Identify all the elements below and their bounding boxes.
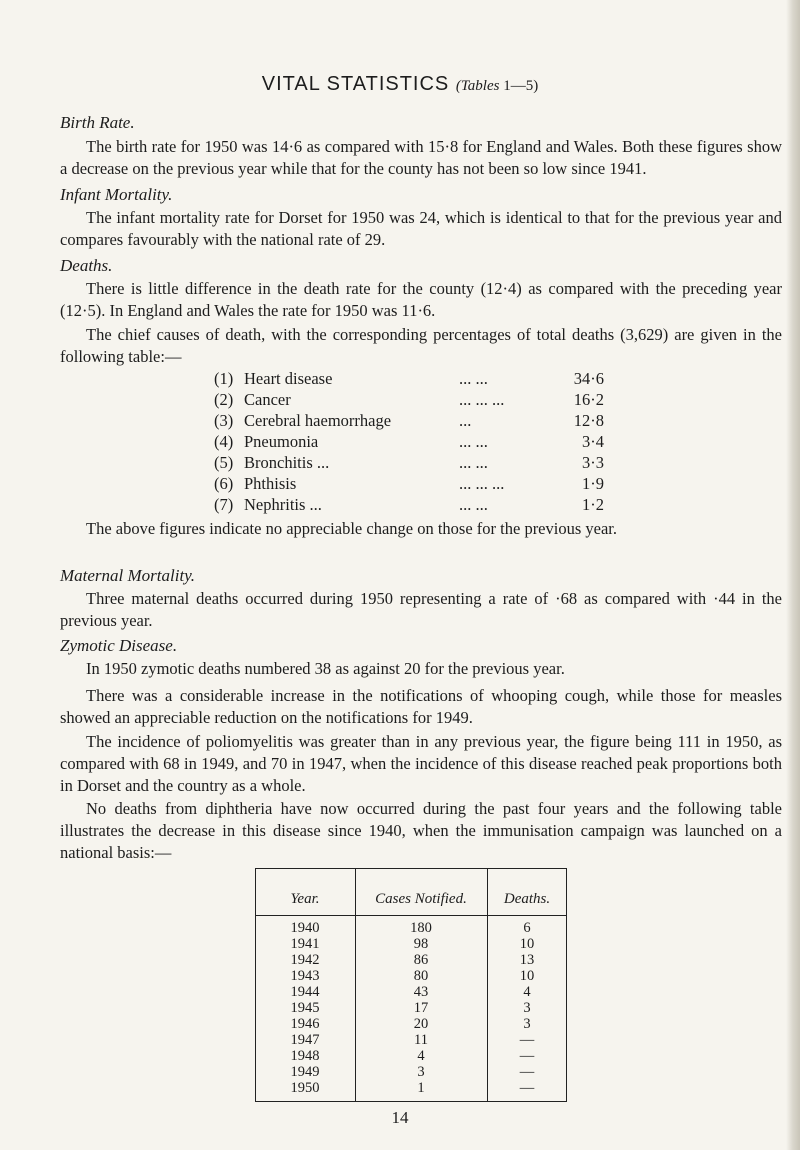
cause-number: (5) <box>214 453 234 472</box>
cause-name: Pneumonia <box>244 432 319 451</box>
cause-row <box>214 473 604 494</box>
cause-leader-dots: ... ... <box>459 432 488 451</box>
cause-row <box>214 368 604 389</box>
cell-year: 1940 <box>290 920 320 936</box>
cell-deaths: 6 <box>523 920 531 936</box>
cause-number: (1) <box>214 369 234 388</box>
cause-row <box>214 410 604 431</box>
cause-row <box>214 452 604 473</box>
cell-year: 1945 <box>290 1000 320 1016</box>
cause-number: (3) <box>214 411 234 430</box>
cell-year: 1948 <box>290 1048 320 1064</box>
cell-deaths: — <box>519 1048 535 1064</box>
cause-percentage: 34·6 <box>573 369 604 388</box>
cell-year: 1947 <box>290 1032 320 1048</box>
cell-year: 1942 <box>290 952 320 968</box>
cause-percentage: 3·3 <box>582 453 604 472</box>
page-number: 14 <box>391 1108 409 1127</box>
table-header-rule <box>255 915 567 916</box>
cause-leader-dots: ... ... <box>459 453 488 472</box>
deaths-paragraph-3: The above figures indicate no appreciable change on those for the previous year. <box>86 519 617 538</box>
cell-deaths: 10 <box>519 936 535 952</box>
page-title-main: VITAL STATISTICS <box>261 73 450 95</box>
birth-rate-heading: Birth Rate. <box>60 113 135 132</box>
cause-leader-dots: ... ... ... <box>459 474 505 493</box>
cell-deaths: 4 <box>523 984 531 1000</box>
cause-percentage: 12·8 <box>573 411 604 430</box>
cause-number: (2) <box>214 390 234 409</box>
cell-deaths: — <box>519 1064 535 1080</box>
cell-cases: 3 <box>417 1064 425 1080</box>
table-top-rule <box>255 868 567 869</box>
page-title-tables-range: 1—5) <box>499 78 539 94</box>
deaths-heading: Deaths. <box>60 256 113 275</box>
zymotic-paragraph-1: In 1950 zymotic deaths numbered 38 as against 20 for the previous year. <box>86 659 565 678</box>
deaths-paragraph-1: There is little difference in the death rate for the county (12·4) as compared with the preceding year (12·5). In England and Wales the rate for 1950 was 11·6. <box>60 279 782 320</box>
maternal-mortality-paragraph: Three maternal deaths occurred during 1950 representing a rate of ·68 as compared with ·44 in the previous year. <box>60 589 782 630</box>
header-deaths: Deaths. <box>503 891 551 907</box>
cause-percentage: 1·2 <box>582 495 604 514</box>
causes-of-death-list <box>214 368 604 515</box>
cause-row <box>214 494 604 515</box>
cause-percentage: 16·2 <box>573 390 604 409</box>
cell-cases: 4 <box>417 1048 425 1064</box>
table-bottom-rule <box>255 1101 567 1102</box>
cause-percentage: 1·9 <box>582 474 604 493</box>
cell-year: 1949 <box>290 1064 320 1080</box>
zymotic-paragraph-3: The incidence of poliomyelitis was greater than in any previous year, the figure being 111 in 1950, as compared with 68 in 1949, and 70 in 1947, when the incidence of this disease reached peak proportions both in Dorset and the country as a whole. <box>60 732 782 795</box>
cause-number: (4) <box>214 432 234 451</box>
deaths-paragraph-2: The chief causes of death, with the corresponding percentages of total deaths (3,629) are given in the following table:— <box>60 325 782 366</box>
cause-leader-dots: ... <box>459 411 472 430</box>
cell-cases: 17 <box>413 1000 429 1016</box>
cell-year: 1943 <box>290 968 320 984</box>
cell-cases: 20 <box>413 1016 429 1032</box>
cell-deaths: — <box>519 1080 535 1096</box>
infant-mortality-paragraph: The infant mortality rate for Dorset for 1950 was 24, which is identical to that for the previous year and compares favourably with the national rate of 29. <box>60 208 782 249</box>
zymotic-paragraph-2: There was a considerable increase in the notifications of whooping cough, while those for measles showed an appreciable reduction on the notifications for 1949. <box>60 686 782 727</box>
cell-year: 1944 <box>290 984 320 1000</box>
cause-leader-dots: ... ... <box>459 369 488 388</box>
cell-year: 1941 <box>290 936 320 952</box>
cell-cases: 98 <box>413 936 429 952</box>
cause-name: Nephritis ... <box>244 495 322 514</box>
page-title <box>0 73 800 96</box>
cell-cases: 11 <box>414 1032 428 1048</box>
cause-row <box>214 431 604 452</box>
cell-deaths: 10 <box>519 968 535 984</box>
cause-name: Cerebral haemorrhage <box>244 411 392 430</box>
page-edge-shadow <box>786 0 800 1150</box>
cause-leader-dots: ... ... <box>459 495 488 514</box>
cause-number: (6) <box>214 474 234 493</box>
birth-rate-paragraph: The birth rate for 1950 was 14·6 as compared with 15·8 for England and Wales. Both these figures show a decrease on the previous year while that for the county has not been so low since 1941. <box>60 137 782 178</box>
header-year: Year. <box>290 891 320 907</box>
cell-year: 1950 <box>290 1080 320 1096</box>
cause-name: Bronchitis ... <box>244 453 330 472</box>
cause-number: (7) <box>214 495 234 514</box>
cause-name: Heart disease <box>244 369 333 388</box>
cell-cases: 86 <box>413 952 429 968</box>
cause-leader-dots: ... ... ... <box>459 390 505 409</box>
cell-deaths: 3 <box>523 1016 531 1032</box>
cell-cases: 180 <box>410 920 432 936</box>
zymotic-disease-heading: Zymotic Disease. <box>60 636 178 655</box>
infant-mortality-heading: Infant Mortality. <box>60 185 173 204</box>
cell-cases: 43 <box>413 984 429 1000</box>
header-cases-notified: Cases Notified. <box>375 891 467 907</box>
table-row <box>255 1080 567 1098</box>
cell-cases: 80 <box>413 968 429 984</box>
cell-deaths: — <box>519 1032 535 1048</box>
zymotic-paragraph-4: No deaths from diphtheria have now occurred during the past four years and the following table illustrates the decrease in this disease since 1940, when the immunisation campaign was launched on a national basis:— <box>60 799 782 862</box>
cause-name: Cancer <box>244 390 291 409</box>
cause-row <box>214 389 604 410</box>
cause-percentage: 3·4 <box>582 432 604 451</box>
diphtheria-table <box>255 868 567 1102</box>
cell-deaths: 13 <box>519 952 535 968</box>
page-title-tables-label: (Tables <box>455 78 500 94</box>
cell-cases: 1 <box>417 1080 425 1096</box>
cell-year: 1946 <box>290 1016 320 1032</box>
cause-name: Phthisis <box>244 474 297 493</box>
cell-deaths: 3 <box>523 1000 531 1016</box>
maternal-mortality-heading: Maternal Mortality. <box>60 566 196 585</box>
